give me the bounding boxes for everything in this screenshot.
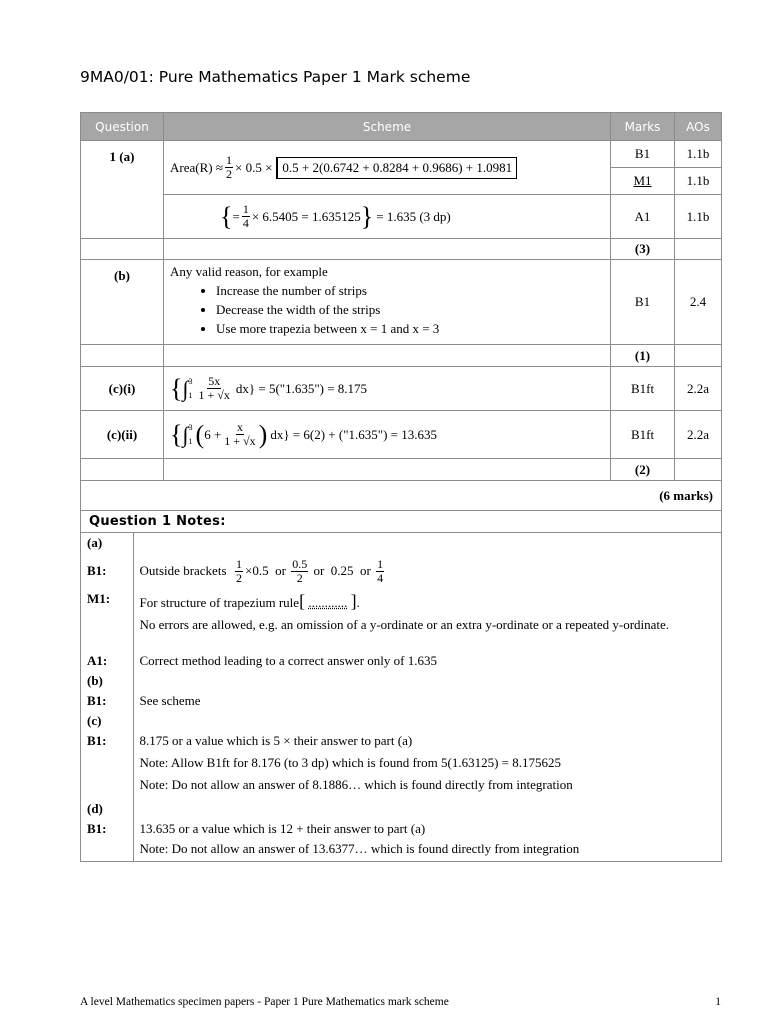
note-label: B1: — [81, 553, 133, 589]
note-text: Note: Allow B1ft for 8.176 (to 3 dp) which is found from 5(1.63125) = 8.175625 — [139, 755, 561, 770]
fraction: $\frac{0.5}{2}$ — [292, 556, 308, 585]
integral-expression — [170, 375, 604, 403]
empty-cell — [164, 239, 611, 260]
note-row — [81, 711, 721, 731]
note-label — [81, 753, 133, 775]
question-label: 1 (a) — [81, 141, 164, 239]
note-label — [81, 839, 133, 861]
upper-limit: 3 — [188, 376, 193, 386]
note-label: B1: — [81, 731, 133, 753]
subtotal-row — [81, 459, 722, 481]
scheme-cell — [164, 367, 611, 411]
integrand-constant: 6 + — [204, 426, 222, 442]
ao-cell: 2.4 — [675, 260, 722, 345]
ao-cell: 2.2a — [675, 411, 722, 459]
fraction — [223, 421, 256, 448]
brace-close: } — [360, 201, 374, 231]
note-label: A1: — [81, 651, 133, 671]
note-row — [81, 799, 721, 819]
brace-open: { — [170, 419, 183, 449]
denominator: 4 — [242, 216, 249, 230]
reason-list — [170, 283, 604, 337]
empty-cell — [81, 345, 164, 367]
note-text — [133, 799, 721, 819]
question-label: (b) — [81, 260, 164, 345]
notes-table — [81, 533, 721, 861]
note-row — [81, 589, 721, 615]
page-number: 1 — [715, 996, 721, 1008]
grand-total: (6 marks) — [81, 481, 722, 511]
ao-cell: 2.2a — [675, 367, 722, 411]
mark-a1: A1 — [611, 195, 675, 239]
question-label: (c)(ii) — [81, 411, 164, 459]
scheme-cell — [164, 411, 611, 459]
subtotal: (3) — [611, 239, 675, 260]
upper-limit: 3 — [188, 422, 193, 432]
note-row — [81, 731, 721, 753]
empty-cell — [164, 459, 611, 481]
integral-limits — [189, 375, 193, 403]
scheme-cell — [164, 260, 611, 345]
subtotal: (2) — [611, 459, 675, 481]
fraction: $\frac{1}{4}$ — [377, 556, 384, 585]
header-scheme: Scheme — [164, 113, 611, 141]
note-row — [81, 691, 721, 711]
notes-heading: Question 1 Notes: — [81, 511, 722, 533]
note-row — [81, 553, 721, 589]
note-text: For structure of trapezium rule[ ............ ]. — [139, 591, 360, 611]
b1-outside-brackets — [140, 558, 716, 585]
integral-result: dx} = 6(2) + ("1.635") = 13.635 — [270, 426, 437, 442]
ao-cell: 1.1b — [675, 141, 722, 168]
empty-cell — [675, 459, 722, 481]
empty-cell — [164, 345, 611, 367]
denominator: 1 + √x — [224, 434, 256, 448]
note-text: 13.635 or a value which is 12 + their answer to part (a) — [139, 821, 426, 836]
mark-scheme-table — [80, 112, 722, 862]
subtotal-row — [81, 345, 722, 367]
question-label: (c)(i) — [81, 367, 164, 411]
note-text: Note: Do not allow an answer of 8.1886… which is found directly from integration — [139, 777, 573, 792]
brace-open: { — [220, 201, 233, 231]
note-row — [81, 775, 721, 799]
table-row — [81, 141, 722, 168]
mark-m1: M1 — [611, 168, 675, 195]
mark-b1: B1 — [611, 141, 675, 168]
denominator: 2 — [225, 167, 232, 181]
page-title: 9MA0/01: Pure Mathematics Paper 1 Mark scheme — [80, 68, 471, 86]
numerator: x — [236, 420, 243, 434]
note-label — [81, 775, 133, 799]
note-text: Note: Do not allow an answer of 13.6377… which is found directly from integration — [139, 841, 580, 856]
bracket-expression: 0.5 + 2(0.6742 + 0.8284 + 0.9686) + 1.0981 — [276, 157, 517, 179]
page-footer — [80, 996, 721, 1008]
list-item: • Use more trapezia between x = 1 and x = 3 — [216, 321, 604, 337]
notes-header-row — [81, 511, 722, 533]
paren-close: ) — [258, 419, 268, 449]
ao-cell: 1.1b — [675, 168, 722, 195]
header-marks: Marks — [611, 113, 675, 141]
numerator: 1 — [242, 202, 249, 216]
footer-text: A level Mathematics specimen papers - Paper 1 Pure Mathematics mark scheme — [80, 996, 449, 1008]
scheme-cell — [164, 141, 611, 195]
empty-cell — [81, 239, 164, 260]
integral-sign: ∫ — [182, 375, 189, 401]
fraction — [198, 375, 231, 402]
list-item: • Decrease the width of the strips — [216, 302, 604, 318]
note-b1-part: or 0.25 or — [310, 563, 375, 578]
fraction — [242, 203, 250, 230]
note-label: (d) — [81, 799, 133, 819]
note-text: See scheme — [139, 693, 201, 708]
integral-sign: ∫ — [182, 421, 189, 447]
note-row — [81, 615, 721, 651]
numerator: 5x — [208, 374, 221, 388]
header-row — [81, 113, 722, 141]
note-row — [81, 753, 721, 775]
mark-b1ft: B1ft — [611, 367, 675, 411]
notes-body — [81, 533, 722, 862]
mark-b1: B1 — [611, 260, 675, 345]
subtotal-row — [81, 239, 722, 260]
note-row — [81, 839, 721, 861]
empty-cell — [675, 239, 722, 260]
reason-intro: Any valid reason, for example — [170, 264, 328, 279]
lower-limit: 1 — [188, 436, 193, 446]
note-text — [133, 553, 721, 589]
integral-expression — [170, 421, 604, 449]
table-row — [81, 195, 722, 239]
area-prefix: Area(R) ≈ — [170, 159, 223, 175]
integral-result: dx} = 5("1.635") = 8.175 — [235, 380, 368, 396]
scheme-cell — [164, 195, 611, 239]
note-text: 8.175 or a value which is 5 × their answer to part (a) — [139, 733, 413, 748]
paren-open: ( — [195, 419, 205, 449]
table-row — [81, 367, 722, 411]
note-row — [81, 819, 721, 839]
fraction: $\frac{1}{2}$ — [236, 556, 243, 585]
lower-limit: 1 — [188, 390, 193, 400]
empty-cell — [81, 459, 164, 481]
area-formula — [170, 154, 604, 181]
subtotal: (1) — [611, 345, 675, 367]
header-aos: AOs — [675, 113, 722, 141]
note-b1-lead: Outside brackets — [139, 563, 234, 578]
note-text — [133, 711, 721, 731]
note-label: (a) — [81, 533, 133, 553]
ao-cell: 1.1b — [675, 195, 722, 239]
note-text — [133, 671, 721, 691]
note-text: No errors are allowed, e.g. an omission of a y-ordinate or an extra y-ordinate or a repeated y-ordinate. — [139, 617, 670, 632]
area-result: { = $\frac{1}{4}$ × 6.5405 = 1.635125 } = 1.635 (3 dp) — [220, 201, 451, 231]
note-text — [133, 533, 721, 553]
note-label: (b) — [81, 671, 133, 691]
note-label: (c) — [81, 711, 133, 731]
notes-body-row — [81, 533, 722, 862]
list-item: • Increase the number of strips — [216, 283, 604, 299]
note-row — [81, 533, 721, 553]
note-row — [81, 671, 721, 691]
table-row — [81, 260, 722, 345]
mark-b1ft: B1ft — [611, 411, 675, 459]
numerator: 1 — [225, 153, 232, 167]
note-label: B1: — [81, 691, 133, 711]
area-calc: × 6.5405 = 1.635125 — [251, 208, 361, 224]
table-row — [81, 411, 722, 459]
area-answer: = 1.635 (3 dp) — [376, 208, 451, 224]
note-b1-part: ×0.5 or — [245, 563, 290, 578]
area-mid: × 0.5 × — [234, 159, 273, 175]
note-label — [81, 615, 133, 651]
note-row — [81, 651, 721, 671]
brace-open: { — [170, 373, 183, 403]
note-label: M1: — [81, 589, 133, 615]
fraction — [225, 154, 233, 181]
grand-total-row — [81, 481, 722, 511]
integral-limits — [189, 421, 193, 449]
empty-cell — [675, 345, 722, 367]
header-question: Question — [81, 113, 164, 141]
note-label: B1: — [81, 819, 133, 839]
note-text: Correct method leading to a correct answer only of 1.635 — [139, 653, 437, 668]
denominator: 1 + √x — [198, 388, 230, 402]
